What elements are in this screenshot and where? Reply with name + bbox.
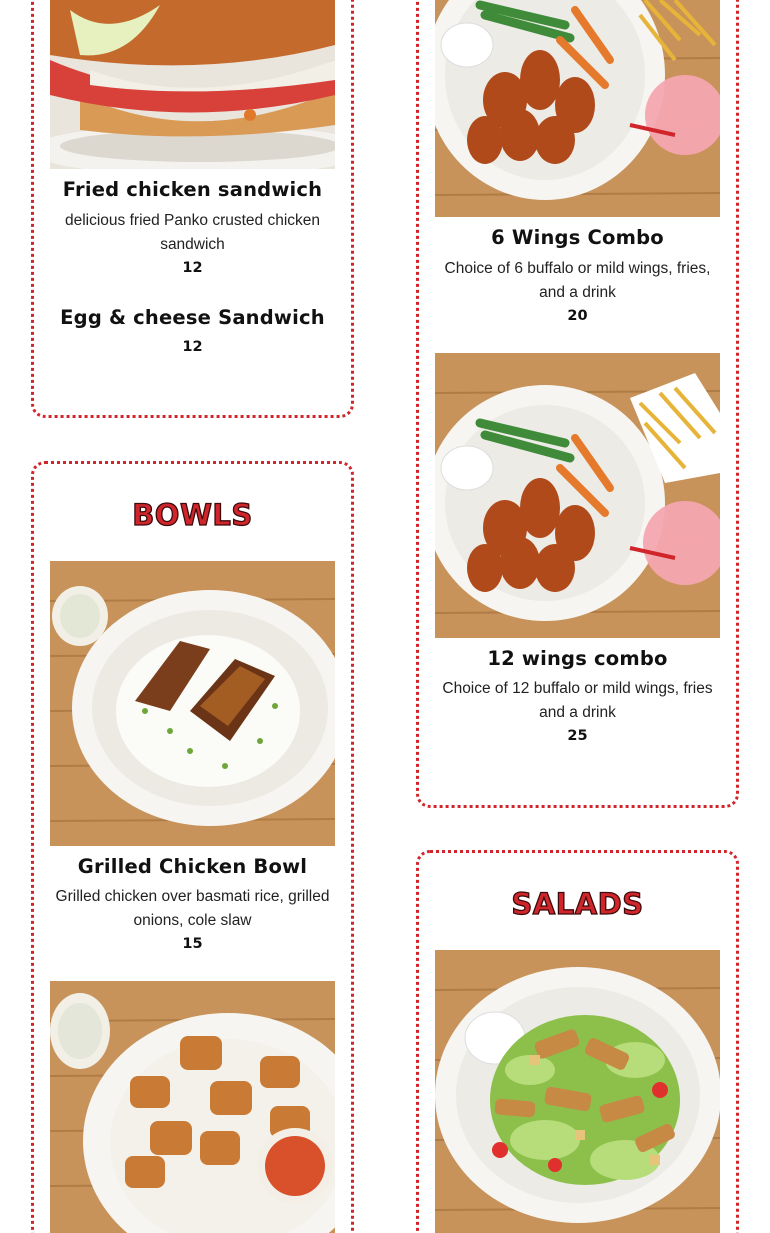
item-description-fried-chicken-sandwich: delicious fried Panko crusted chicken sandwich <box>64 212 321 253</box>
item-description-grilled-chicken-bowl: Grilled chicken over basmati rice, grilled onions, cole slaw <box>55 888 330 929</box>
twelve-wings-combo-photo[interactable] <box>435 353 720 638</box>
item-title-twelve-wings-combo: 12 wings combo <box>487 647 668 670</box>
item-price-fried-chicken-sandwich: 12 <box>182 260 203 276</box>
grilled-chicken-bowl-photo[interactable] <box>50 561 335 846</box>
fried-chicken-sandwich-photo[interactable] <box>50 0 335 169</box>
item-title-fried-chicken-sandwich: Fried chicken sandwich <box>62 178 323 201</box>
item-title-egg-cheese-sandwich: Egg & cheese Sandwich <box>60 306 325 329</box>
item-price-twelve-wings-combo: 25 <box>567 728 588 744</box>
item-description-six-wings-combo: Choice of 6 buffalo or mild wings, fries, and a drink <box>444 260 711 301</box>
item-price-grilled-chicken-bowl: 15 <box>182 936 203 952</box>
section-heading-salads: SALADS <box>511 887 644 921</box>
section-heading-bowls: BOWLS <box>132 498 253 532</box>
item-description-twelve-wings-combo: Choice of 12 buffalo or mild wings, fries and a drink <box>442 680 713 721</box>
item-title-grilled-chicken-bowl: Grilled Chicken Bowl <box>77 855 308 878</box>
six-wings-combo-photo[interactable] <box>435 0 720 217</box>
chicken-salad-photo[interactable] <box>435 950 720 1233</box>
fried-chicken-bowl-photo[interactable] <box>50 981 335 1233</box>
item-price-six-wings-combo: 20 <box>567 308 588 324</box>
item-price-egg-cheese-sandwich: 12 <box>182 339 203 355</box>
item-title-six-wings-combo: 6 Wings Combo <box>491 226 664 249</box>
